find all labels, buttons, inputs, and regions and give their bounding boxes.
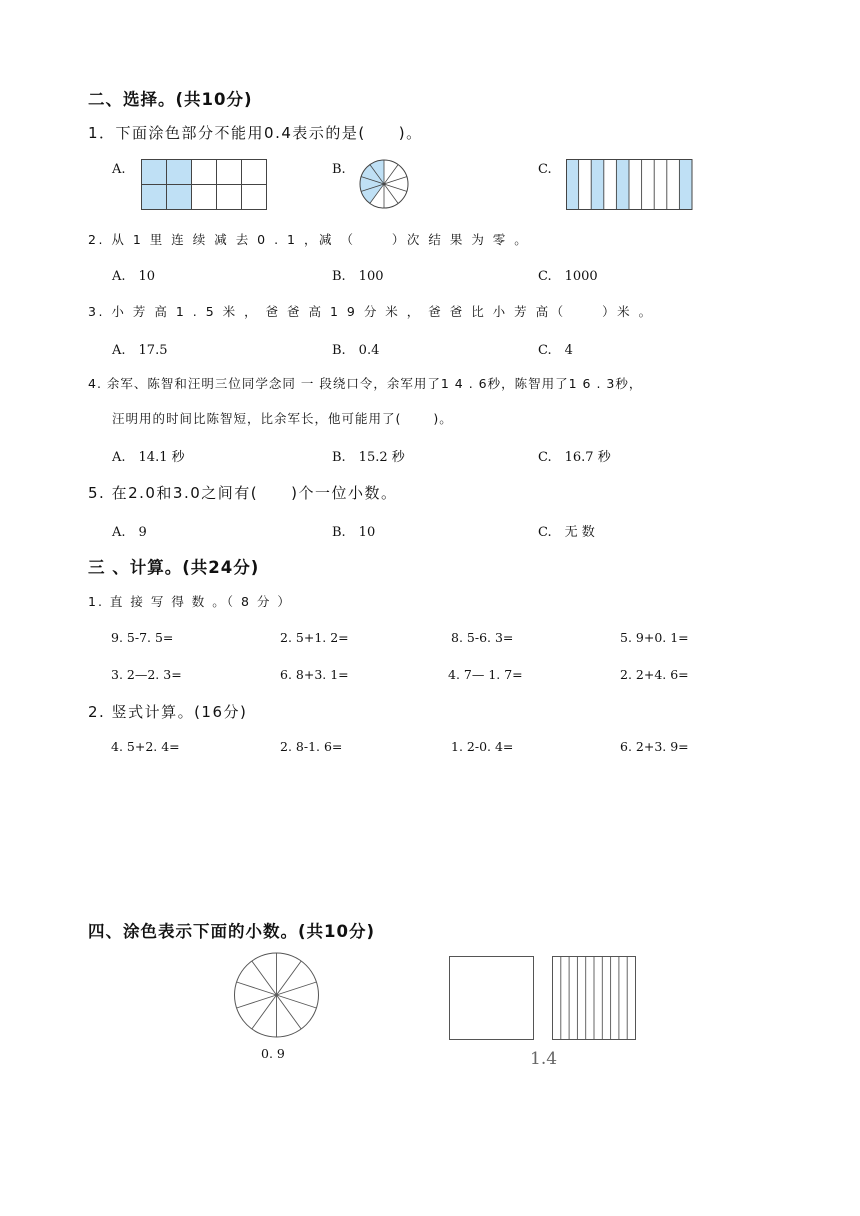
q1-option-c-strips	[566, 159, 694, 211]
q4-option-a: A. 14.1 秒	[112, 450, 185, 465]
q3-option-a: A. 17.5	[112, 343, 168, 358]
calc-item: 2. 5+1. 2=	[280, 630, 349, 645]
calc-item: 8. 5-6. 3=	[451, 630, 514, 645]
calc-item: 5. 9+0. 1=	[620, 630, 689, 645]
squares-decimal-label: 1.4	[530, 1049, 558, 1069]
circle-decimal-label: 0. 9	[261, 1046, 285, 1061]
q5-option-a: A. 9	[112, 525, 147, 540]
section-2-title: 二、选择。(共10分)	[88, 90, 253, 109]
q1-option-a-label: A.	[112, 162, 126, 177]
calc-item: 9. 5-7. 5=	[111, 630, 174, 645]
question-1-text: 1．下面涂色部分不能用0.4表示的是( )。	[88, 124, 423, 142]
q1-option-b-label: B.	[332, 162, 346, 177]
q1-option-a-grid	[141, 159, 268, 211]
coloring-squares	[449, 956, 637, 1042]
calc-item: 6. 8+3. 1=	[280, 667, 349, 682]
direct-calc-title: 1. 直 接 写 得 数 。（ 8 分 ）	[88, 594, 292, 609]
q4-option-b: B. 15.2 秒	[332, 450, 405, 465]
section-3-title: 三 、计算。(共24分)	[88, 558, 260, 577]
q4-option-c: C. 16.7 秒	[538, 450, 611, 465]
q2-option-b: B. 100	[332, 269, 384, 284]
q3-option-c: C. 4	[538, 343, 573, 358]
calc-item: 6. 2+3. 9=	[620, 739, 689, 754]
q2-option-a: A. 10	[112, 269, 156, 284]
calc-item: 2. 2+4. 6=	[620, 667, 689, 682]
vertical-calc-title: 2. 竖式计算。(16分)	[88, 703, 248, 721]
calc-item: 1. 2-0. 4=	[451, 739, 514, 754]
calc-item: 4. 5+2. 4=	[111, 739, 180, 754]
calc-item: 2. 8-1. 6=	[280, 739, 343, 754]
question-4-line-2: 汪明用的时间比陈智短，比余军长，他可能用了( )。	[112, 411, 453, 426]
q5-option-b: B. 10	[332, 525, 376, 540]
coloring-circle	[233, 952, 321, 1040]
question-3-text: 3. 小 芳 高 1 . 5 米 ， 爸 爸 高 1 9 分 米 ， 爸 爸 比 小 芳 高（ ）米 。	[88, 304, 654, 319]
calc-item: 4. 7— 1. 7=	[448, 667, 523, 682]
q1-option-b-circle	[358, 158, 412, 212]
question-5-text: 5. 在2.0和3.0之间有( )个一位小数。	[88, 484, 398, 502]
calc-item: 3. 2—2. 3=	[111, 667, 182, 682]
q1-option-c-label: C.	[538, 162, 552, 177]
question-4-line-1: 4. 余军、陈智和汪明三位同学念同 一 段绕口令，余军用了1 4 . 6秒，陈智用了1 6 . 3秒，	[88, 376, 643, 391]
q5-option-c: C. 无 数	[538, 525, 595, 540]
section-4-title: 四、涂色表示下面的小数。(共10分)	[88, 922, 376, 941]
question-2-text: 2. 从 1 里 连 续 减 去 0 . 1 ，减 （ ）次 结 果 为 零 。	[88, 232, 530, 247]
q2-option-c: C. 1000	[538, 269, 598, 284]
q3-option-b: B. 0.4	[332, 343, 380, 358]
